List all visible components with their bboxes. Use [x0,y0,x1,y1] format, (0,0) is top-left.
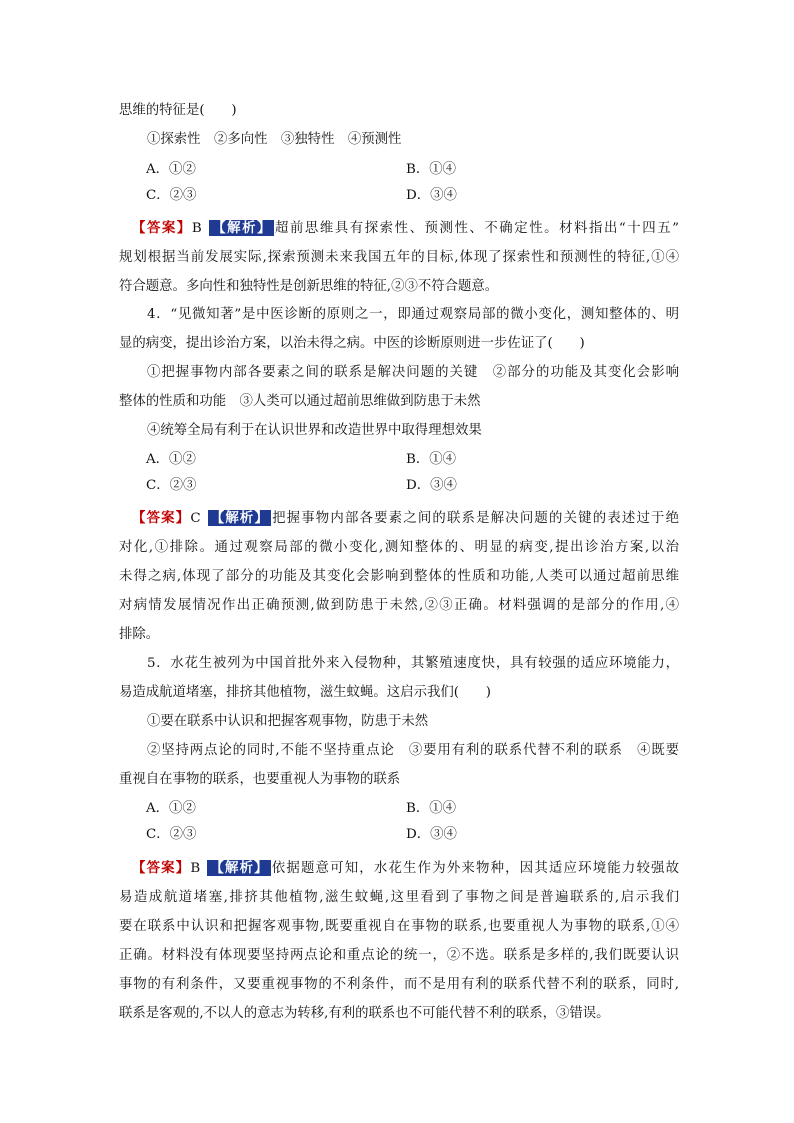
q4-analysis-line: 对病情发展情况作出正确预测,做到防患于未然,②③正确。材料强调的是部分的作用,④ [119,598,679,613]
q5-stem-line: 5．水花生被列为中国首批外来入侵物种，其繁殖速度快，具有较强的适应环境能力， [147,656,679,671]
q5-items [119,707,679,794]
q5-stem [119,649,679,707]
q5-item-line: ②坚持两点论的同时,不能不坚持重点论 ③要用有利的联系代替不利的联系 ④既要 [147,743,679,758]
q4-option-a: A．①② [146,452,196,467]
q3-options [146,157,606,209]
q3-option-b: B．①④ [406,162,457,177]
q5-analysis [119,854,679,1028]
q5-stem-line: 易造成航道堵塞，排挤其他植物，滋生蚊蝇。这启示我们( ) [119,685,491,700]
q5-option-d: D．③④ [406,827,457,842]
q4-analysis-line: 对化,①排除。通过观察局部的微小变化,测知整体的、明显的病变,提出诊治方案,以治 [119,540,679,555]
q5-analysis-line: 易造成航道堵塞,排挤其他植物,滋生蚊蝇,这里看到了事物之间是普遍联系的,启示我们 [119,890,679,905]
q3-option-a: A．①② [146,162,196,177]
q3-option-c: C．②③ [146,188,197,203]
q4-analysis-line: 未得之病,体现了部分的功能及其变化会影响到整体的性质和功能,人类可以通过超前思维 [119,569,679,584]
q5-analysis-line: 事物的有利条件，又要重视事物的不利条件，而不是用有利的联系代替不利的联系，同时, [119,977,679,992]
q4-analysis-label: 【解析】 [209,510,270,526]
q4-items [119,358,679,445]
q5-analysis-line: 联系是客观的,不以人的意志为转移,有利的联系也不可能代替不利的联系，③错误。 [119,1006,610,1021]
q5-option-a: A．①② [146,801,196,816]
q4-option-b: B．①④ [406,452,457,467]
q4-item-line: 整体的性质和功能 ③人类可以通过超前思维做到防患于未然 [119,394,481,409]
q5-analysis-line: 要在联系中认识和把握客观事物,既要重视自在事物的联系,也要重视人为事物的联系,①④ [119,919,679,934]
q3-analysis-line: 超前思维具有探索性、预测性、不确定性。材料指出“十四五” [275,221,679,236]
q3-stem-line: 思维的特征是( ) [119,103,237,118]
q4-analysis-line: 排除。 [119,627,160,642]
q4-option-c: C．②③ [146,478,197,493]
q5-option-c: C．②③ [146,827,197,842]
q4-option-d: D．③④ [406,478,457,493]
q3-analysis-line: 符合题意。多向性和独特性是创新思维的特征,②③不符合题意。 [119,279,499,294]
q4-item-line: ④统筹全局有利于在认识世界和改造世界中取得理想效果 [147,423,482,438]
q3-analysis [119,214,679,301]
q4-stem-line: 4．“见微知著”是中医诊断的原则之一，即通过观察局部的微小变化，测知整体的、明 [147,307,679,322]
q4-analysis [119,504,679,649]
q3-analysis-label: 【解析】 [210,220,273,236]
q5-item-line: ①要在联系中认识和把握客观事物，防患于未然 [147,714,429,729]
q5-answer: B [190,861,201,876]
q4-answer: C [190,511,201,526]
q5-item-line: 重视自在事物的联系，也要重视人为事物的联系 [119,772,401,787]
q4-options [146,447,606,499]
q5-analysis-line: 依据题意可知，水花生作为外来物种，因其适应环境能力较强故 [271,861,679,876]
q5-options [146,796,606,848]
q5-analysis-label: 【解析】 [209,860,269,876]
q4-stem [119,300,679,358]
q3-answer-label: 【答案】 [132,220,192,236]
q4-analysis-line: 把握事物内部各要素之间的联系是解决问题的关键的表述过于绝 [272,511,679,526]
q5-option-b: B．①④ [406,801,457,816]
q3-items: ①探索性 ②多向性 ③独特性 ④预测性 [147,132,402,147]
q3-answer: B [191,221,202,236]
q4-answer-label: 【答案】 [132,510,191,526]
q4-stem-line: 显的病变，提出诊治方案，以治未得之病。中医的诊断原则进一步佐证了( ) [119,336,585,351]
q3-analysis-line: 规划根据当前发展实际,探索预测未来我国五年的目标,体现了探索性和预测性的特征,①④ [119,250,679,265]
q5-answer-label: 【答案】 [132,860,191,876]
q5-analysis-line: 正确。材料没有体现要坚持两点论和重点论的统一，②不选。联系是多样的,我们既要认识 [119,948,679,963]
q4-item-line: ①把握事物内部各要素之间的联系是解决问题的关键 ②部分的功能及其变化会影响 [147,365,679,380]
q3-stem [119,96,679,154]
q3-option-d: D．③④ [406,188,457,203]
